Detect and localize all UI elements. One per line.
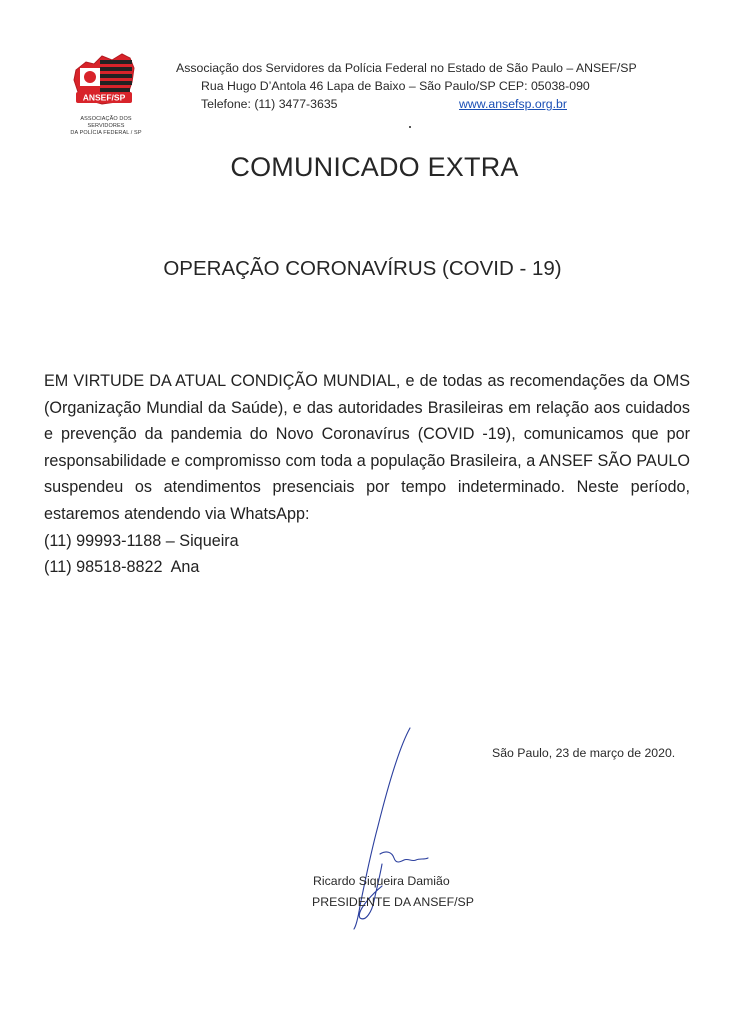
logo-badge-text: ANSEF/SP: [82, 92, 126, 103]
org-name: Associação dos Servidores da Polícia Federal no Estado de São Paulo – ANSEF/SP: [176, 61, 637, 75]
stray-dot: [409, 126, 411, 128]
signer-name: Ricardo Siqueira Damião: [313, 874, 450, 888]
ansef-logo: [64, 52, 148, 144]
page-subtitle: [0, 257, 749, 281]
signer-role: PRESIDENTE DA ANSEF/SP: [312, 895, 474, 909]
contact-line: (11) 98518-8822 Ana: [44, 558, 200, 577]
logo-caption: [64, 116, 148, 137]
page-title: COMUNICADO EXTRA: [230, 152, 519, 182]
letter-date: São Paulo, 23 de março de 2020.: [492, 746, 676, 760]
logo-caption-line: ASSOCIAÇÃO DOS SERVIDORES: [80, 116, 132, 129]
org-address: Rua Hugo D’Antola 46 Lapa de Baixo – São Paulo/SP CEP: 05038-090: [201, 79, 590, 93]
signer-block: [312, 871, 474, 913]
announcement-paragraph: EM VIRTUDE DA ATUAL CONDIÇÃO MUNDIAL, e de todas as recomendações da OMS (Organização Mundial da Saúde), e das autoridades Brasileiras em relação aos cuidados e prevenção da pandemia do Novo Coronavírus (COVID -19), comunicamos que por responsabilidade e compromisso com toda a população Brasileira, a ANSEF SÃO PAULO suspendeu os atendimentos presenciais por tempo indeterminado. Neste período, estaremos atendendo via WhatsApp:: [44, 372, 690, 523]
org-phone: Telefone: (11) 3477-3635: [201, 97, 338, 111]
subtitle-text: OPERAÇÃO CORONAVÍRUS (COVID - 19): [163, 257, 562, 280]
ansef-emblem-icon: [72, 52, 138, 114]
website-link[interactable]: www.ansefsp.org.br: [459, 97, 567, 111]
contact-line: (11) 99993-1188 – Siqueira: [44, 531, 239, 550]
logo-caption-line: DA POLÍCIA FEDERAL / SP: [70, 130, 142, 136]
announcement-body: [44, 368, 690, 581]
